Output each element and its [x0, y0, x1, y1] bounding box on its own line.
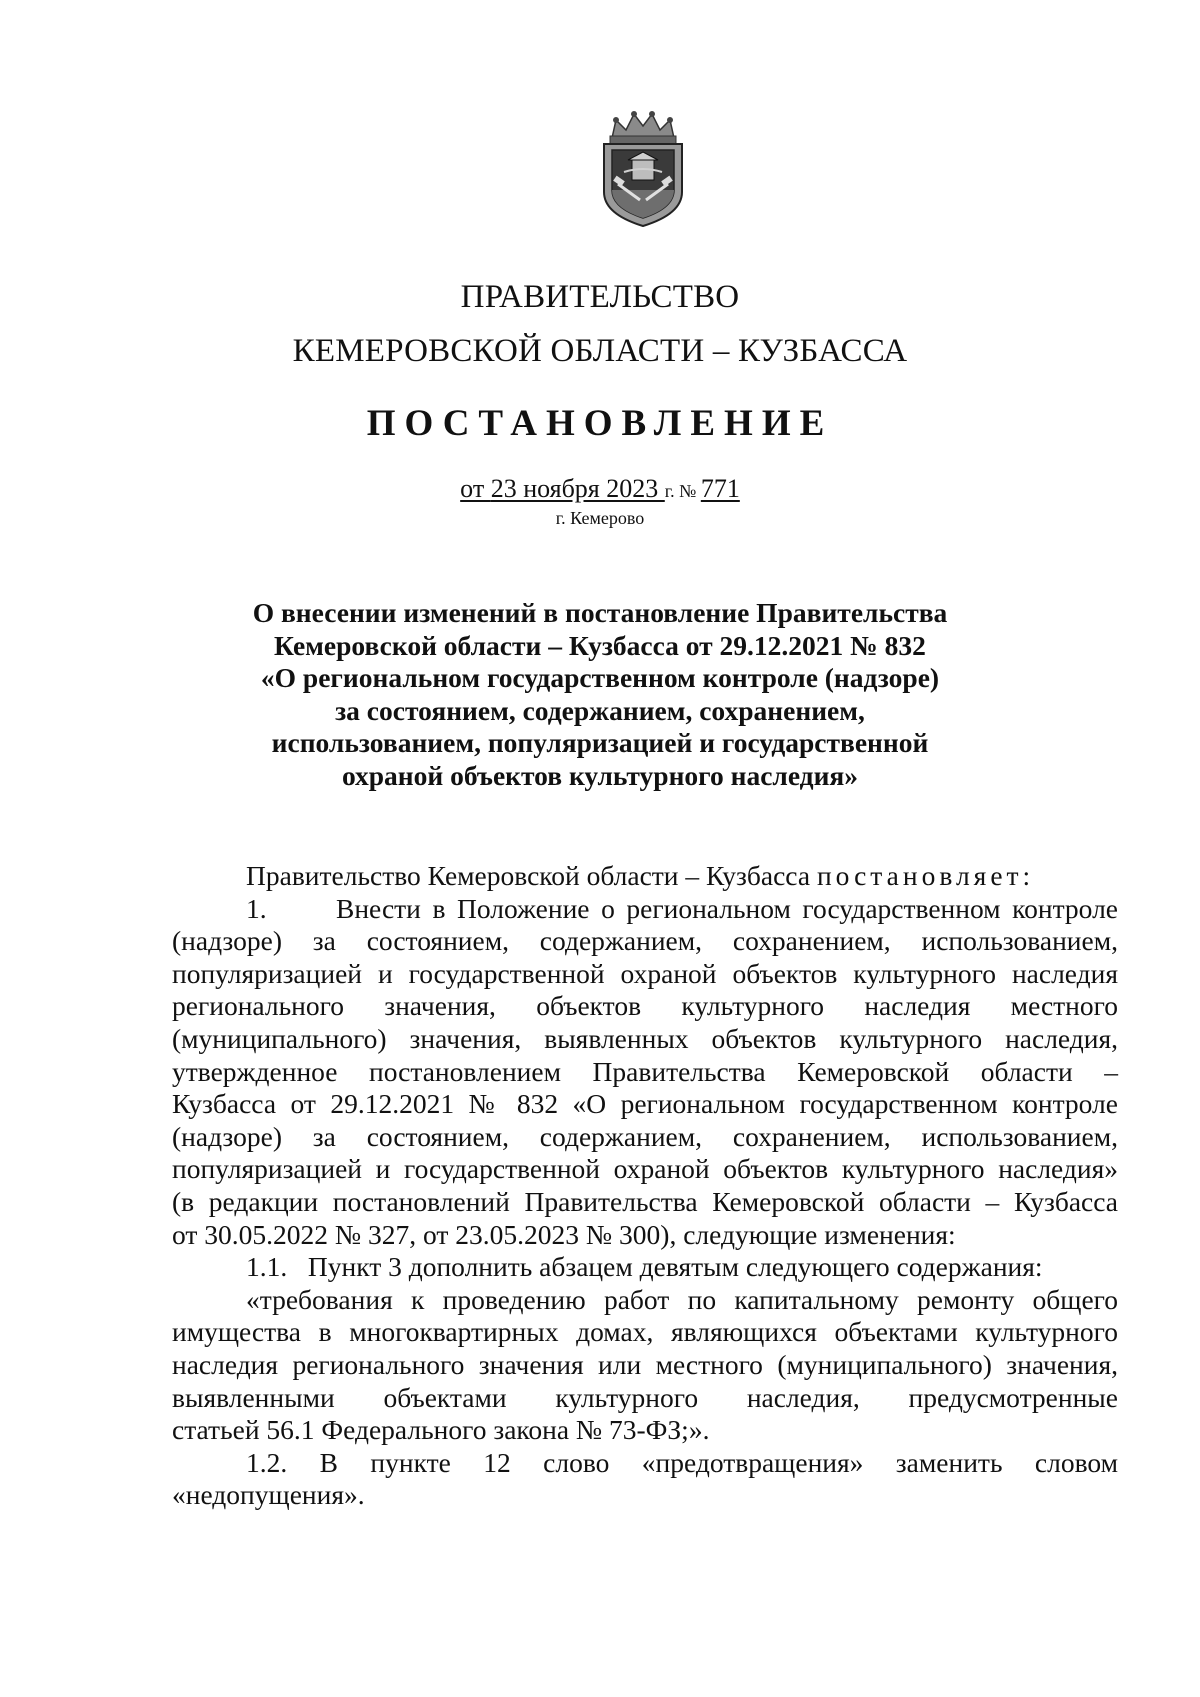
- number-label: г. №: [664, 481, 701, 501]
- title-line: «О региональном государственном контроле (надзоре): [260, 662, 940, 693]
- body-line: (надзоре) за состоянием, содержанием, сохранением, использованием,: [172, 1120, 1118, 1152]
- body-line: утвержденное постановлением Правительства Кемеровской области –: [172, 1055, 1118, 1087]
- body-line: Кузбасса от 29.12.2021 № 832 «О региональном государственном контроле: [172, 1088, 1118, 1120]
- document-number: 771: [700, 474, 740, 503]
- title-line: использованием, популяризацией и государственной: [271, 727, 929, 758]
- government-name-line-2: КЕМЕРОВСКОЙ ОБЛАСТИ – КУЗБАССА: [292, 333, 908, 369]
- document-body: [172, 860, 1118, 1512]
- title-line: охраной объектов культурного наследия»: [341, 759, 859, 791]
- body-line: популяризацией и государственной охраной объектов культурного наследия: [172, 957, 1118, 989]
- preamble-start: Правительство Кемеровской области – Кузбасса: [246, 860, 817, 891]
- body-line: 1.2. В пункте 12 слово «предотвращения» заменить словом: [246, 1446, 1118, 1478]
- body-line: «недопущения».: [172, 1479, 365, 1511]
- body-line: 1.1. Пункт 3 дополнить абзацем девятым следующего содержания:: [246, 1251, 1043, 1283]
- body-line: выявленными объектами культурного наследия, предусмотренные: [172, 1381, 1118, 1413]
- body-line: наследия регионального значения или местного (муниципального) значения,: [172, 1348, 1118, 1380]
- document-date: 23 ноября 2023: [490, 474, 665, 503]
- body-line: имущества в многоквартирных домах, являющихся объектами культурного: [172, 1316, 1118, 1348]
- body-line: (муниципального) значения, выявленных объектов культурного наследия,: [172, 1022, 1118, 1054]
- body-line: «требования к проведению работ по капитальному ремонту общего: [246, 1283, 1118, 1315]
- body-line: (надзоре) за состоянием, содержанием, сохранением, использованием,: [172, 925, 1118, 957]
- body-line: регионального значения, объектов культурного наследия местного: [172, 990, 1118, 1022]
- city: г. Кемерово: [555, 508, 645, 528]
- document-title: [0, 597, 1200, 792]
- body-line: от 30.05.2022 № 327, от 23.05.2023 № 300), следующие изменения:: [172, 1218, 956, 1250]
- title-line: О внесении изменений в постановление Правительства: [252, 597, 948, 628]
- title-line: за состоянием, содержанием, сохранением,: [335, 694, 865, 726]
- coat-of-arms-icon: [594, 108, 692, 228]
- body-line: статьей 56.1 Федерального закона № 73-ФЗ;».: [172, 1414, 710, 1446]
- government-name-line-1: ПРАВИТЕЛЬСТВО: [460, 279, 740, 315]
- body-line: 1. Внести в Положение о региональном государственном контроле: [246, 892, 1118, 924]
- date-prefix: от: [460, 474, 491, 503]
- preamble: [172, 860, 1118, 893]
- preamble-verb: постановляет: [816, 860, 1023, 891]
- title-line: Кемеровской области – Кузбасса от 29.12.2021 № 832: [274, 629, 926, 661]
- body-line: популяризацией и государственной охраной объектов культурного наследия»: [172, 1153, 1118, 1185]
- body-line: (в редакции постановлений Правительства Кемеровской области – Кузбасса: [172, 1185, 1118, 1217]
- preamble-end: :: [1022, 860, 1031, 891]
- date-number-line: [0, 473, 1200, 507]
- document-type: ПОСТАНОВЛЕНИЕ: [366, 403, 834, 444]
